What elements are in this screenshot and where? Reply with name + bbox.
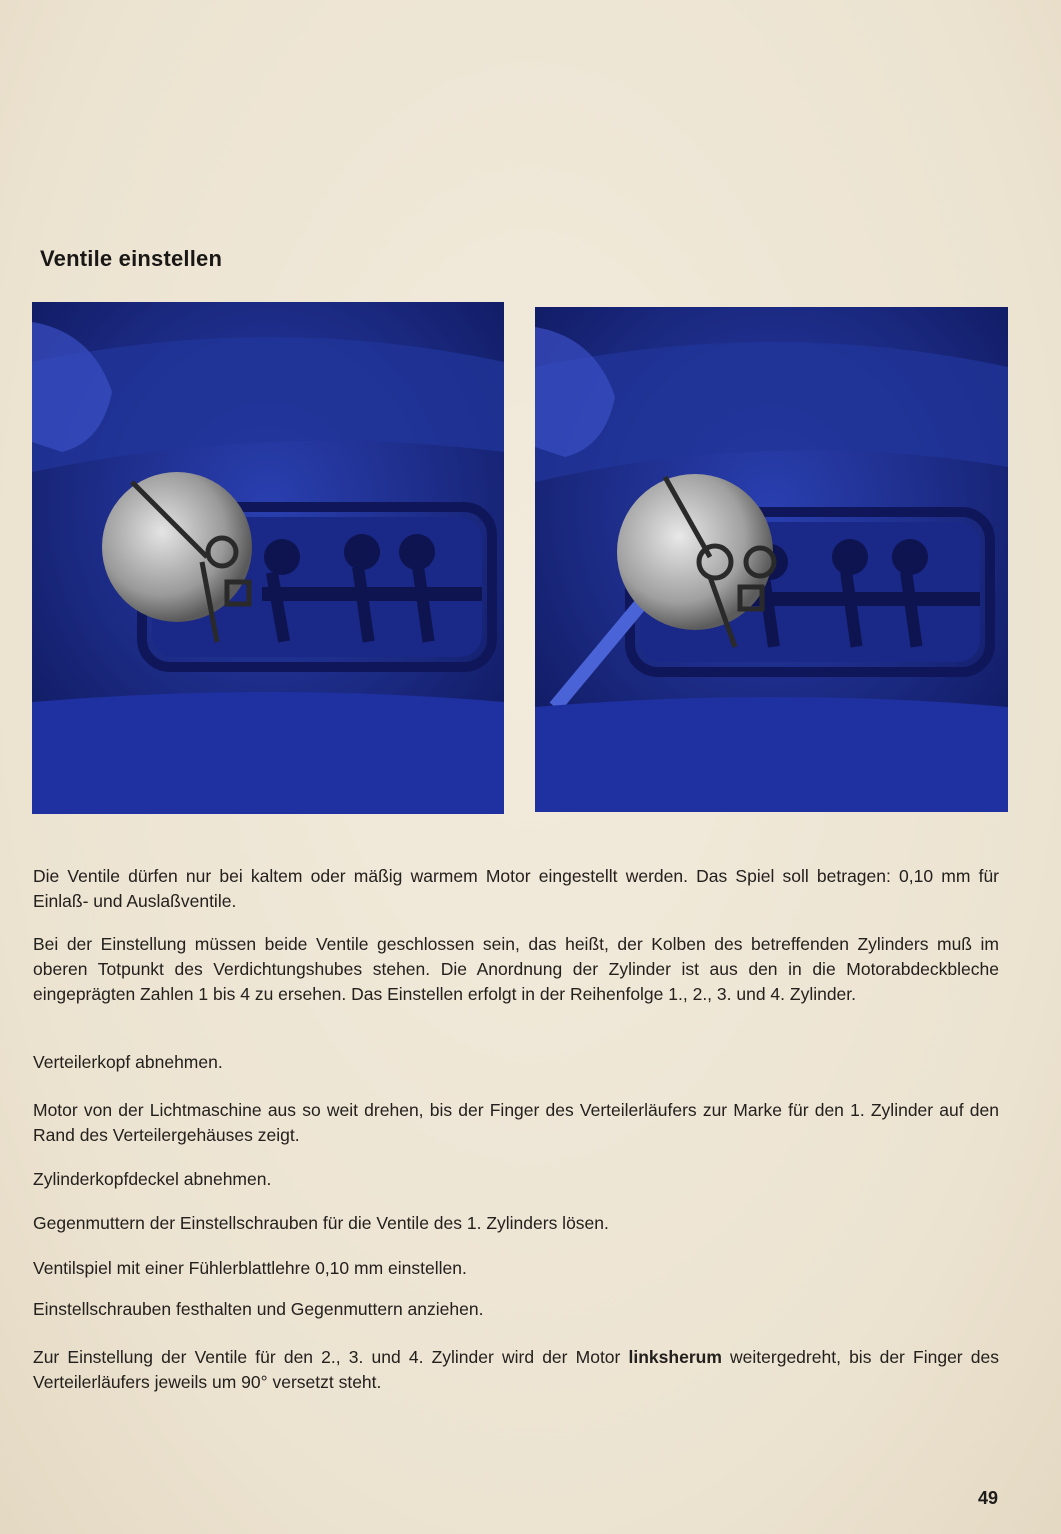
paragraph-text: Ventilspiel mit einer Fühlerblattlehre 0,10 mm einstellen. [33, 1258, 467, 1278]
step-tighten-locknuts [33, 1297, 999, 1322]
paragraph-text [33, 1345, 999, 1395]
section-heading: Ventile einstellen [40, 246, 223, 271]
paragraph-text: Einstellschrauben festhalten und Gegenmuttern anziehen. [33, 1299, 484, 1319]
step-remove-distributor-cap [33, 1050, 999, 1075]
step-turn-engine [33, 1098, 999, 1148]
text-segment: Zur Einstellung der Ventile für den 2., 3. und 4. Zylinder wird der Motor [33, 1347, 629, 1367]
paragraph-text: Motor von der Lichtmaschine aus so weit drehen, bis der Finger des Verteilerläufers zur Marke für den 1. Zylinder auf den Rand des Verteilergehäuses zeigt. [33, 1100, 999, 1145]
step-loosen-locknuts [33, 1211, 999, 1236]
emphasis-linksherum: linksherum [628, 1347, 722, 1367]
photo-valve-adjust-feeler-gauge [32, 302, 504, 814]
page-number: 49 [977, 1488, 998, 1508]
text-segment: weitergedreht, bis der Finger des Verteilerläufers jeweils um 90° versetzt steht. [33, 1347, 999, 1392]
step-set-clearance [33, 1256, 999, 1281]
paragraph-text: Verteilerkopf abnehmen. [33, 1052, 223, 1072]
photo-valve-adjust-screwdriver [535, 307, 1008, 812]
step-remove-head-cover [33, 1167, 999, 1192]
paragraph-text: Die Ventile dürfen nur bei kaltem oder mäßig warmem Motor eingestellt werden. Das Spiel soll betragen: 0,10 mm für Einlaß- und Auslaßventile. [33, 866, 999, 911]
paragraph-text: Zylinderkopfdeckel abnehmen. [33, 1169, 272, 1189]
step-remaining-cylinders [33, 1345, 999, 1395]
paragraph-valve-clearance [33, 864, 999, 914]
paragraph-text: Gegenmuttern der Einstellschrauben für die Ventile des 1. Zylinders lösen. [33, 1213, 609, 1233]
paragraph-adjustment-condition [33, 932, 999, 1007]
paragraph-text: Bei der Einstellung müssen beide Ventile geschlossen sein, das heißt, der Kolben des betreffenden Zylinders muß im oberen Totpunkt des Verdichtungshubes stehen. Die Anordnung der Zylinder ist aus den in die Motorabdeckbleche eingeprägten Zahlen 1 bis 4 zu ersehen. Das Einstellen erfolgt in der Reihenfolge 1., 2., 3. und 4. Zylinder. [33, 934, 999, 1004]
